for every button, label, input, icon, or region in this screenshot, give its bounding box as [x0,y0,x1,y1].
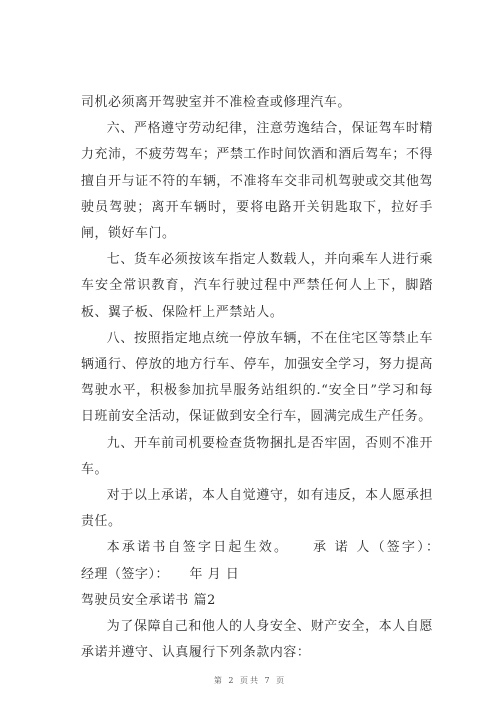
paragraph-7: 本承诺书自签字日起生效。 承 诺 人（签字）： 经理（签字）： 年 月 日 [81,540,460,582]
paragraph-4: 八、按照指定地点统一停放车辆，不在住宅区等禁止车辆通行、停放的地方行车、停车，加强安全学习，努力提高驾驶水平，积极参加抗旱服务站组织的.“安全日”学习和每日班前安全活动，保证做到安全行车，圆满完成生产任务。 [81,330,433,425]
paragraph-2: 六、严格遵守劳动纪律，注意劳逸结合，保证驾车时精力充沛，不疲劳驾车；严禁工作时间饮酒和酒后驾车；不得擅自开与证不符的车辆，不准将车交非司机驾驶或交其他驾驶员驾驶；离开车辆时，要将电路开关钥匙取下，拉好手闸，锁好车门。 [81,121,433,242]
document-body [81,90,460,666]
section-heading: 驾驶员安全承诺书 篇2 [81,592,216,608]
page-number-footer: 第 2 页共 7 页 [213,676,287,685]
paragraph-6: 对于以上承诺，本人自觉遵守，如有违反，本人愿承担责任。 [81,488,433,530]
paragraph-1: 司机必须离开驾驶室并不准检查或修理汽车。 [81,95,351,110]
paragraph-3: 七、货车必须按该车指定人数载人，并向乘车人进行乘车安全常识教育，汽车行驶过程中严禁任何人上下，脚踏板、翼子板、保险杆上严禁站人。 [81,252,433,320]
paragraph-5: 九、开车前司机要检查货物捆扎是否牢固，否则不准开车。 [81,435,433,477]
paragraph-9: 为了保障自己和他人的人身安全、财产安全，本人自愿承诺并遵守、认真履行下列条款内容： [81,619,433,661]
